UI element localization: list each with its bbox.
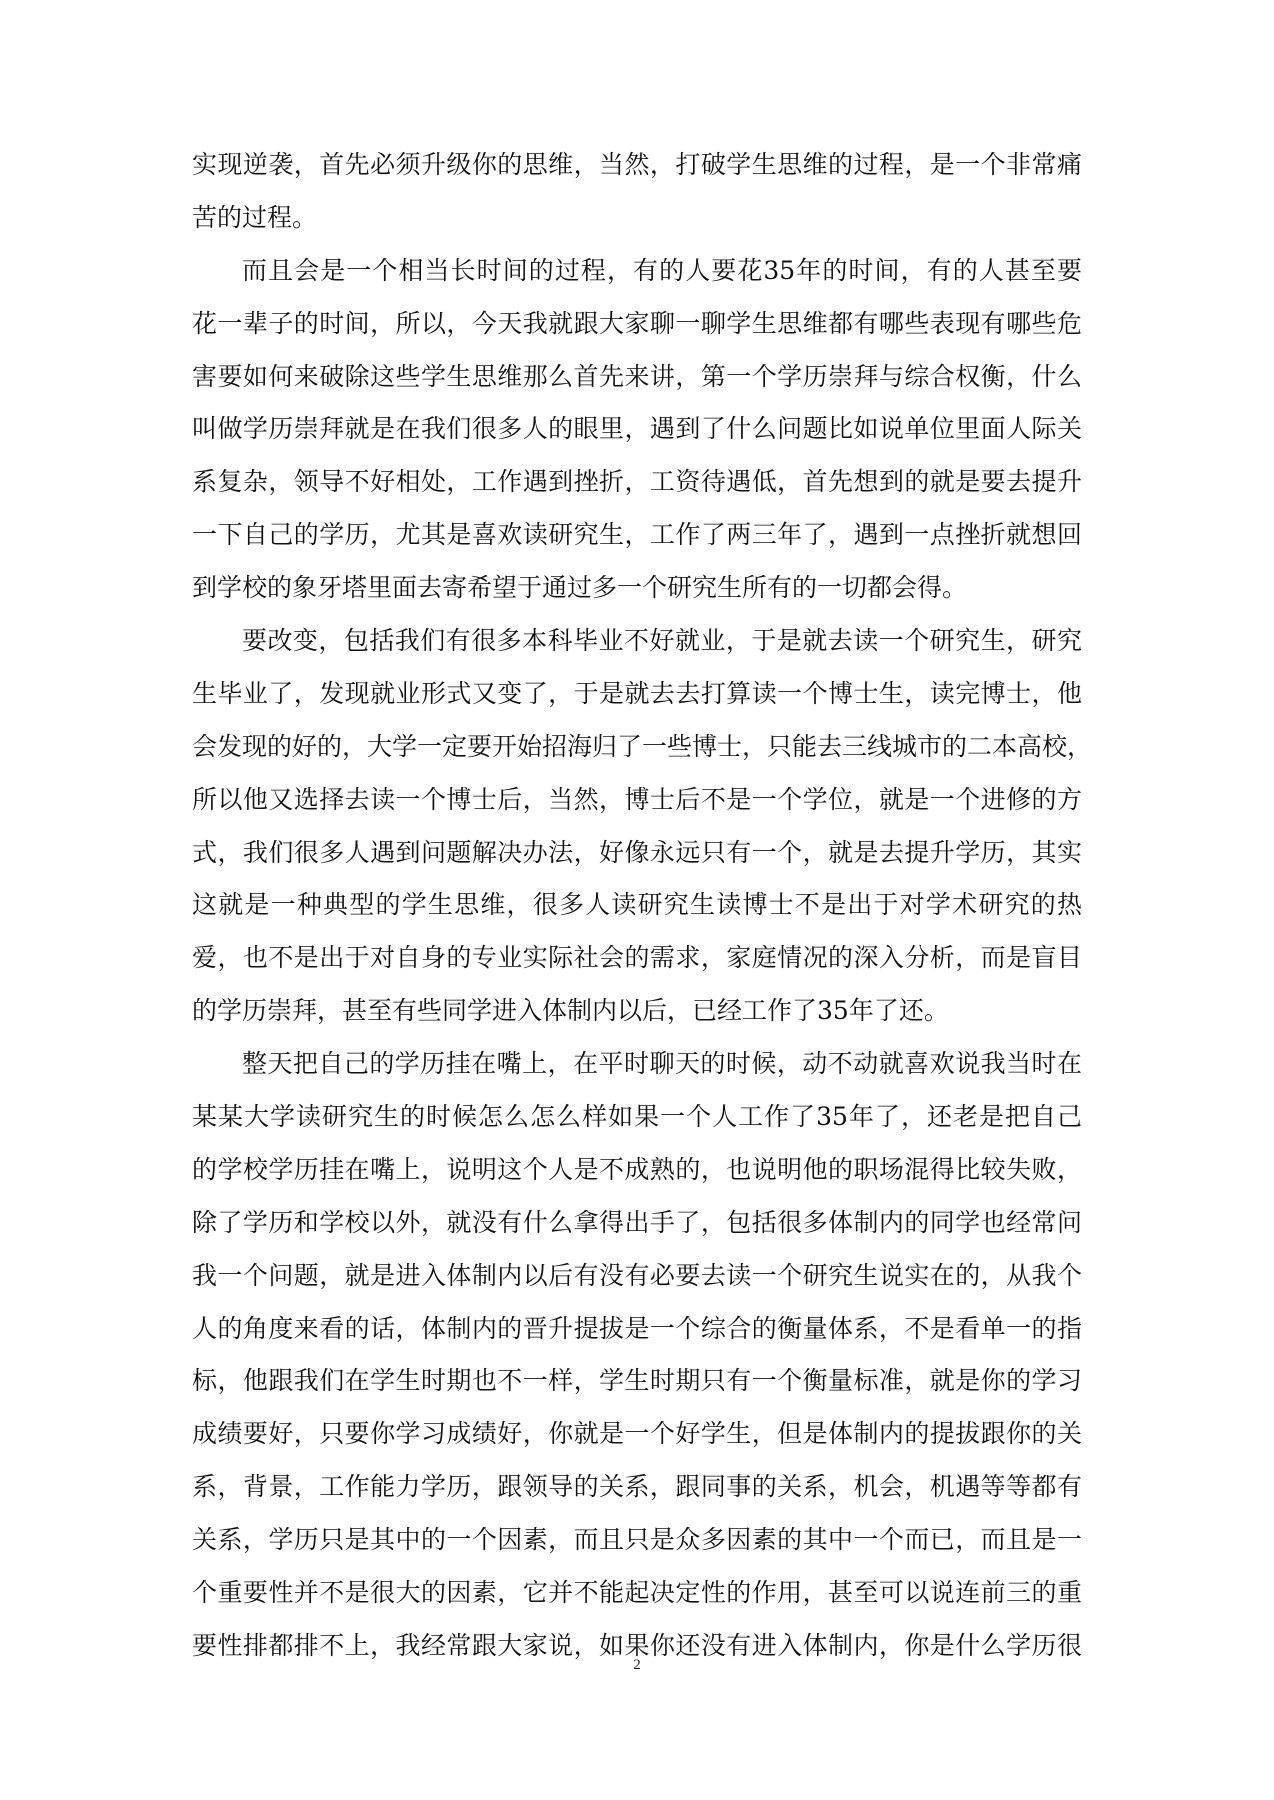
text-line: 爱，也不是出于对自身的专业实际社会的需求，家庭情况的深入分析，而是盲目 xyxy=(192,943,1082,973)
text-line: 这就是一种典型的学生思维，很多人读研究生读博士不是出于对学术研究的热 xyxy=(192,890,1082,920)
text-line: 花一辈子的时间，所以，今天我就跟大家聊一聊学生思维都有哪些表现有哪些危 xyxy=(192,308,1082,338)
text-line: 到学校的象牙塔里面去寄希望于通过多一个研究生所有的一切都会得。 xyxy=(192,573,968,603)
text-line: 人的角度来看的话，体制内的晋升提拔是一个综合的衡量体系，不是看单一的指 xyxy=(192,1313,1082,1343)
text-line: 会发现的好的，大学一定要开始招海归了一些博士，只能去三线城市的二本高校， xyxy=(192,731,1093,761)
page-number: 2 xyxy=(633,1657,641,1673)
text-line: 个重要性并不是很大的因素，它并不能起决定性的作用，甚至可以说连前三的重 xyxy=(192,1578,1082,1608)
text-line: 的学校学历挂在嘴上，说明这个人是不成熟的，也说明他的职场混得比较失败， xyxy=(192,1154,1082,1184)
text-line: 除了学历和学校以外，就没有什么拿得出手了，包括很多体制内的同学也经常问 xyxy=(192,1207,1082,1237)
text-line: 苦的过程。 xyxy=(192,202,318,232)
text-line: 一下自己的学历，尤其是喜欢读研究生，工作了两三年了，遇到一点挫折就想回 xyxy=(192,520,1082,550)
text-line: 害要如何来破除这些学生思维那么首先来讲，第一个学历崇拜与综合权衡，什么 xyxy=(192,361,1082,391)
document-body xyxy=(192,139,1093,1673)
text-line: 式，我们很多人遇到问题解决办法，好像永远只有一个，就是去提升学历，其实 xyxy=(192,837,1082,867)
paragraph-start-line: 而且会是一个相当长时间的过程，有的人要花35年的时间，有的人甚至要 xyxy=(242,255,1082,285)
text-line: 实现逆袭，首先必须升级你的思维，当然，打破学生思维的过程，是一个非常痛 xyxy=(192,150,1082,179)
text-line: 要性排都排不上，我经常跟大家说，如果你还没有进入体制内，你是什么学历很 xyxy=(192,1630,1082,1660)
paragraph-start-line: 整天把自己的学历挂在嘴上，在平时聊天的时候，动不动就喜欢说我当时在 xyxy=(242,1049,1082,1079)
text-line: 系，背景，工作能力学历，跟领导的关系，跟同事的关系，机会，机遇等等都有 xyxy=(192,1472,1082,1502)
text-line: 某某大学读研究生的时候怎么怎么样如果一个人工作了35年了，还老是把自己 xyxy=(192,1102,1082,1132)
text-line: 系复杂，领导不好相处，工作遇到挫折，工资待遇低，首先想到的就是要去提升 xyxy=(192,467,1082,497)
text-line: 所以他又选择去读一个博士后，当然，博士后不是一个学位，就是一个进修的方 xyxy=(192,784,1082,814)
text-line: 标，他跟我们在学生时期也不一样，学生时期只有一个衡量标准，就是你的学习 xyxy=(192,1366,1082,1396)
text-line: 叫做学历崇拜就是在我们很多人的眼里，遇到了什么问题比如说单位里面人际关 xyxy=(192,414,1082,444)
text-line: 成绩要好，只要你学习成绩好，你就是一个好学生，但是体制内的提拔跟你的关 xyxy=(192,1419,1082,1449)
text-line: 关系，学历只是其中的一个因素，而且只是众多因素的其中一个而已，而且是一 xyxy=(192,1525,1082,1555)
paragraph-start-line: 要改变，包括我们有很多本科毕业不好就业，于是就去读一个研究生，研究 xyxy=(242,626,1082,656)
text-line: 生毕业了，发现就业形式又变了，于是就去去打算读一个博士生，读完博士，他 xyxy=(192,678,1082,708)
text-line: 我一个问题，就是进入体制内以后有没有必要去读一个研究生说实在的，从我个 xyxy=(192,1260,1082,1290)
text-line: 的学历崇拜，甚至有些同学进入体制内以后，已经工作了35年了还。 xyxy=(192,996,949,1026)
